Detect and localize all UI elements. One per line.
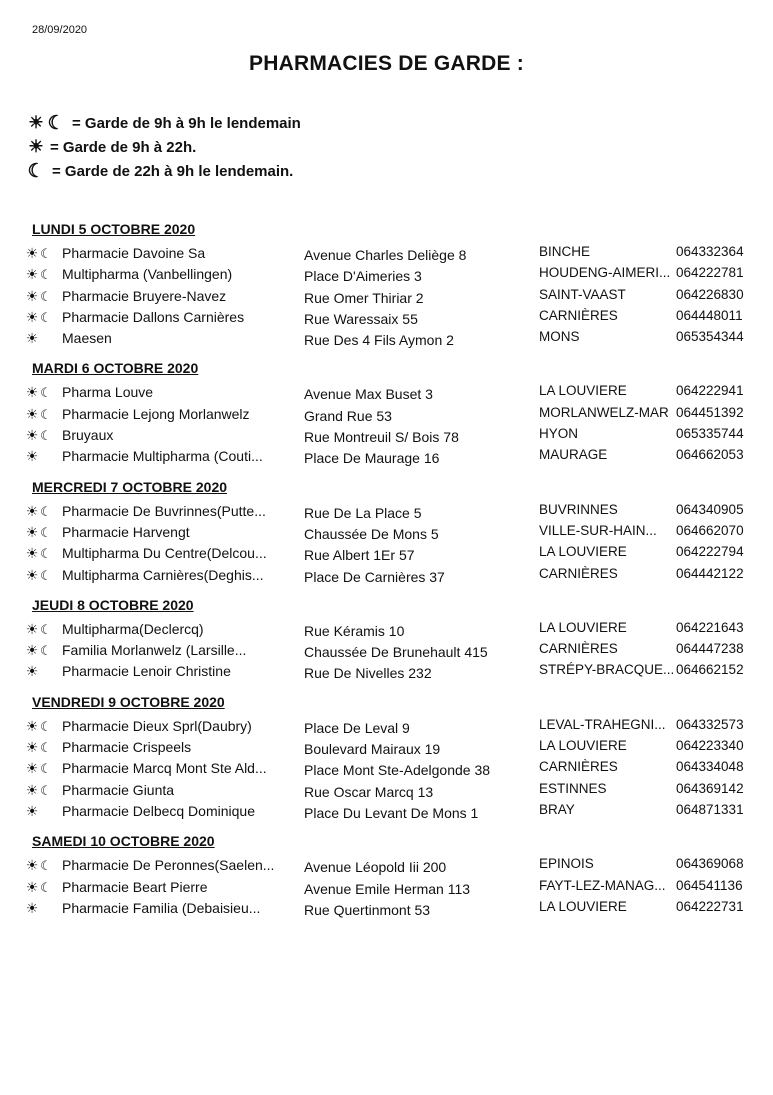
legend-text: = Garde de 9h à 22h. [50,138,197,156]
pharmacy-row [0,737,773,758]
sun-icon: ☀ [25,448,39,465]
pharmacy-row [0,898,773,919]
page-title: PHARMACIES DE GARDE : [249,52,524,75]
pharmacy-address: Rue Montreuil S/ Bois 78 [304,429,459,446]
sun-icon: ☀ [25,760,39,777]
pharmacy-phone: 064662053 [676,447,744,463]
pharmacy-city: CARNIÈRES [539,307,618,323]
pharmacy-city: LA LOUVIERE [539,738,627,754]
sun-icon: ☀ [25,739,39,756]
moon-icon: ☾ [40,246,52,261]
pharmacy-row [0,619,773,640]
pharmacy-name: Pharmacie Bruyere-Navez [62,287,227,304]
duty-schedule [0,218,773,927]
legend-text: = Garde de 9h à 9h le lendemain [72,114,301,132]
duty-icons [25,243,63,264]
pharmacy-phone: 064451392 [676,404,744,420]
duty-icons [25,877,63,898]
pharmacy-row [0,501,773,522]
pharmacy-address: Rue Oscar Marcq 13 [304,783,434,800]
pharmacy-name: Pharmacie Beart Pierre [62,878,208,895]
pharmacy-address: Place De Leval 9 [304,719,410,736]
pharmacy-phone: 064222794 [676,544,744,560]
pharmacy-city: SAINT-VAAST [539,286,626,302]
sun-icon: ☀ [25,287,39,304]
pharmacy-name: Maesen [62,330,112,347]
pharmacy-city: EPINOIS [539,856,594,872]
moon-icon: ☾ [40,643,52,659]
duty-icons [25,382,63,403]
pharmacy-address: Boulevard Mairaux 19 [304,741,441,758]
pharmacy-name: Multipharma Carnières(Deghis... [62,566,264,583]
pharmacy-city: LEVAL-TRAHEGNI... [539,716,666,732]
pharmacy-name: Pharmacie De Peronnes(Saelen... [62,857,275,874]
pharmacy-phone: 064369068 [676,856,744,872]
sun-icon: ☀ [25,384,39,401]
pharmacy-name: Pharma Louve [62,384,154,401]
pharmacy-name: Pharmacie Davoine Sa [62,245,206,261]
sun-icon: ☀ [25,663,39,680]
pharmacy-address: Rue Des 4 Fils Aymon 2 [304,332,454,349]
moon-icon: ☾ [40,761,52,777]
moon-icon: ☾ [40,524,52,540]
pharmacy-row [0,855,773,876]
legend-row [26,159,301,183]
pharmacy-name: Pharmacie Marcq Mont Ste Ald... [62,760,267,777]
sun-icon: ☀ [25,717,39,734]
moon-icon: ☾ [40,546,52,562]
legend-row [26,135,301,159]
duty-icons [25,780,63,801]
pharmacy-address: Rue Omer Thiriar 2 [304,289,424,306]
pharmacy-row [0,328,773,349]
pharmacy-row [0,543,773,564]
pharmacy-address: Rue De La Place 5 [304,504,422,521]
pharmacy-city: HOUDENG-AIMERI... [539,265,671,281]
sun-icon: ☀ [25,266,39,283]
day-section [0,830,773,919]
pharmacy-row [0,801,773,822]
sun-icon: ☀ [25,427,39,444]
pharmacy-row [0,446,773,467]
sun-icon: ☀ [25,330,39,347]
pharmacy-address: Avenue Emile Herman 113 [304,880,471,897]
sun-icon: ☀ [25,245,39,261]
duty-icons [25,565,63,586]
sun-icon: ☀ [25,502,39,519]
pharmacy-name: Pharmacie Dallons Carnières [62,308,245,325]
sun-icon: ☀ [25,545,39,562]
pharmacy-row [0,307,773,328]
pharmacy-name: Pharmacie Lenoir Christine [62,663,231,680]
pharmacy-city: CARNIÈRES [539,565,618,581]
day-title: SAMEDI 10 OCTOBRE 2020 [32,833,215,850]
duty-icons [25,328,63,349]
pharmacy-address: Chaussée De Brunehault 415 [304,644,488,661]
pharmacy-row [0,425,773,446]
moon-icon: ☾ [40,428,52,444]
pharmacy-phone: 064226830 [676,286,744,302]
pharmacy-phone: 064223340 [676,738,744,754]
pharmacy-row [0,264,773,285]
sun-icon: ☀ [25,878,39,895]
pharmacy-phone: 064332573 [676,716,744,732]
pharmacy-city: CARNIÈRES [539,641,618,657]
pharmacy-address: Chaussée De Mons 5 [304,525,439,542]
pharmacy-row [0,640,773,661]
pharmacy-phone: 064369142 [676,780,744,796]
pharmacy-address: Avenue Max Buset 3 [304,386,433,403]
moon-icon: ☾ [40,858,52,874]
pharmacy-row [0,780,773,801]
duty-icons [25,425,63,446]
pharmacy-name: Pharmacie Dieux Sprl(Daubry) [62,717,252,734]
pharmacy-phone: 064222781 [676,265,744,281]
pharmacy-address: Rue De Nivelles 232 [304,665,432,682]
pharmacy-address: Avenue Charles Deliège 8 [304,247,467,263]
pharmacy-city: LA LOUVIERE [539,619,627,635]
moon-icon: ☾ [40,879,52,895]
duty-icons [25,404,63,425]
moon-icon: ☾ [27,160,45,182]
day-title: LUNDI 5 OCTOBRE 2020 [32,221,196,237]
pharmacy-phone: 064447238 [676,641,744,657]
pharmacy-phone: 064541136 [676,877,743,893]
pharmacy-name: Pharmacie Multipharma (Couti... [62,448,263,465]
pharmacy-row [0,243,773,264]
day-section [0,594,773,683]
pharmacy-row [0,286,773,307]
duty-icons [25,522,63,543]
moon-icon: ☾ [40,385,52,401]
pharmacy-phone: 064662152 [676,662,744,678]
pharmacy-address: Rue Albert 1Er 57 [304,547,415,564]
pharmacy-name: Bruyaux [62,427,114,444]
pharmacy-row [0,758,773,779]
sun-icon: ☀ [28,113,44,132]
day-title: MERCREDI 7 OCTOBRE 2020 [32,478,228,495]
legend-text: = Garde de 22h à 9h le lendemain. [52,162,294,180]
moon-icon: ☾ [40,740,52,756]
moon-icon: ☾ [40,503,52,519]
pharmacy-address: Place De Maurage 16 [304,450,440,467]
pharmacy-row [0,565,773,586]
pharmacy-row [0,404,773,425]
pharmacy-name: Pharmacie De Buvrinnes(Putte... [62,502,266,519]
day-section [0,218,773,349]
day-title: VENDREDI 9 OCTOBRE 2020 [32,693,225,710]
legend [26,111,301,183]
pharmacy-phone: 064334048 [676,759,744,775]
pharmacy-city: LA LOUVIERE [539,544,627,560]
pharmacy-phone: 064662070 [676,522,744,538]
pharmacy-address: Place Mont Ste-Adelgonde 38 [304,762,491,779]
sun-icon: ☀ [25,857,39,874]
pharmacy-phone: 064332364 [676,244,744,259]
sun-icon: ☀ [25,308,39,325]
duty-icons [25,855,63,876]
moon-icon: ☾ [47,112,65,134]
sun-icon: ☀ [25,781,39,798]
pharmacy-address: Place D'Aimeries 3 [304,268,422,285]
pharmacy-city: MAURAGE [539,447,608,463]
pharmacy-phone: 064340905 [676,501,744,517]
pharmacy-city: BINCHE [539,244,591,259]
pharmacy-name: Pharmacie Harvengt [62,523,190,540]
moon-icon: ☾ [40,267,52,283]
sun-icon: ☀ [25,802,39,819]
pharmacy-name: Multipharma (Vanbellingen) [62,266,233,283]
print-date: 28/09/2020 [32,24,88,36]
day-section [0,476,773,586]
pharmacy-name: Pharmacie Delbecq Dominique [62,802,255,819]
pharmacy-name: Familia Morlanwelz (Larsille... [62,642,247,659]
pharmacy-phone: 064222941 [676,383,744,399]
pharmacy-address: Rue Quertinmont 53 [304,901,431,918]
pharmacy-address: Place Du Levant De Mons 1 [304,804,479,821]
pharmacy-city: STRÉPY-BRACQUE... [539,662,675,678]
sun-icon: ☀ [25,620,39,637]
pharmacy-address: Place De Carnières 37 [304,568,445,585]
duty-icons [25,543,63,564]
pharmacy-row [0,522,773,543]
duty-icons [25,716,63,737]
pharmacy-city: MONS [539,329,580,345]
pharmacy-address: Grand Rue 53 [304,407,392,424]
duty-icons [25,737,63,758]
sun-icon: ☀ [28,137,44,156]
duty-icons [25,286,63,307]
pharmacy-row [0,382,773,403]
pharmacy-phone: 065354344 [676,329,744,345]
pharmacy-phone: 065335744 [676,426,744,442]
pharmacy-name: Multipharma Du Centre(Delcou... [62,545,267,562]
duty-icons [25,446,63,467]
pharmacy-row [0,877,773,898]
sun-icon: ☀ [25,405,39,422]
pharmacy-city: FAYT-LEZ-MANAG... [539,877,666,893]
pharmacy-city: MORLANWELZ-MAR [539,404,669,420]
pharmacy-row [0,661,773,682]
pharmacy-phone: 064871331 [676,801,744,817]
pharmacy-row [0,716,773,737]
duty-icons [25,801,63,822]
pharmacy-city: HYON [539,426,579,442]
pharmacy-phone: 064221643 [676,619,744,635]
duty-icons [25,898,63,919]
day-section [0,357,773,467]
pharmacy-city: CARNIÈRES [539,759,618,775]
duty-icons [25,619,63,640]
moon-icon: ☾ [40,309,52,325]
sun-icon: ☀ [25,523,39,540]
sun-icon: ☀ [25,899,39,916]
pharmacy-address: Rue Waressaix 55 [304,310,418,327]
pharmacy-name: Multipharma(Declercq) [62,620,204,637]
pharmacy-address: Rue Kéramis 10 [304,622,405,639]
pharmacy-city: BRAY [539,801,575,817]
pharmacy-name: Pharmacie Crispeels [62,739,192,756]
sun-icon: ☀ [25,566,39,583]
moon-icon: ☾ [40,406,52,422]
duty-icons [25,640,63,661]
pharmacy-phone: 064442122 [676,565,744,581]
moon-icon: ☾ [40,782,52,798]
moon-icon: ☾ [40,718,52,734]
day-section [0,691,773,822]
pharmacy-city: ESTINNES [539,780,607,796]
legend-row [26,111,301,135]
duty-icons [25,501,63,522]
pharmacy-phone: 064448011 [676,307,743,323]
moon-icon: ☾ [40,567,52,583]
sun-icon: ☀ [25,642,39,659]
pharmacy-name: Pharmacie Familia (Debaisieu... [62,899,261,916]
duty-icons [25,758,63,779]
pharmacy-phone: 064222731 [676,898,744,914]
pharmacy-name: Pharmacie Giunta [62,781,175,798]
duty-icons [25,307,63,328]
day-title: JEUDI 8 OCTOBRE 2020 [32,596,194,613]
duty-icons [25,264,63,285]
moon-icon: ☾ [40,621,52,637]
pharmacy-city: VILLE-SUR-HAIN... [539,522,657,538]
moon-icon: ☾ [40,288,52,304]
pharmacy-city: BUVRINNES [539,501,618,517]
pharmacy-name: Pharmacie Lejong Morlanwelz [62,405,250,422]
day-title: MARDI 6 OCTOBRE 2020 [32,360,199,377]
pharmacy-address: Avenue Léopold Iii 200 [304,859,447,876]
pharmacy-city: LA LOUVIERE [539,898,627,914]
pharmacy-city: LA LOUVIERE [539,383,627,399]
duty-icons [25,661,63,682]
